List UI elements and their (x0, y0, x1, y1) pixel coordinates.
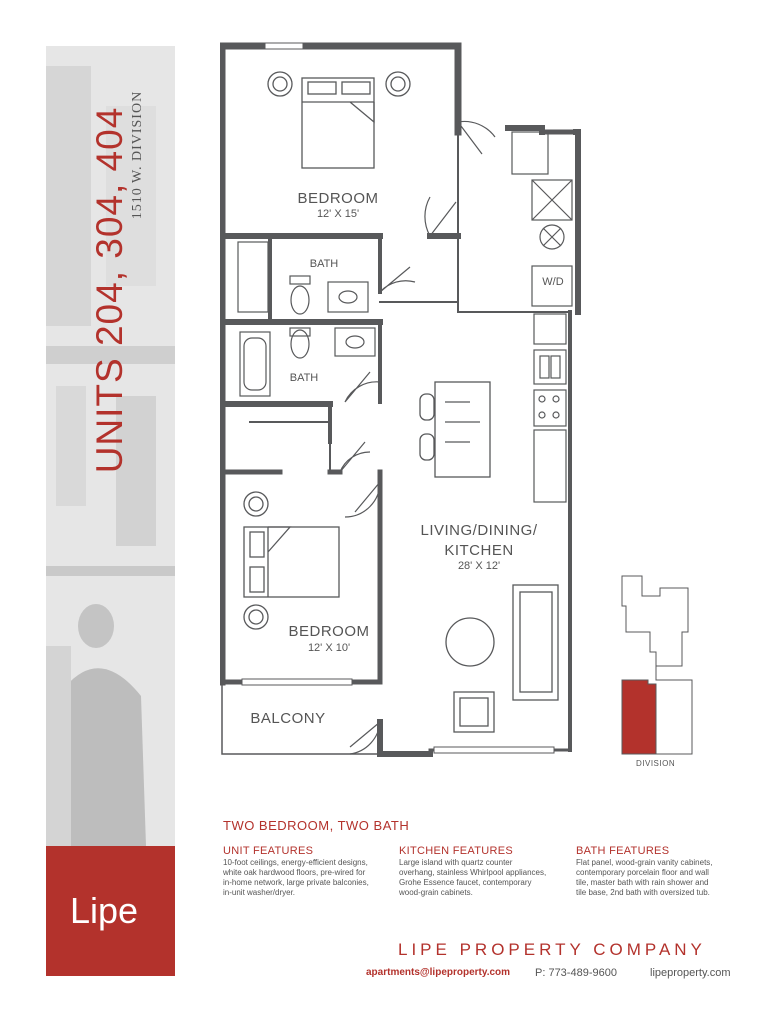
bath-features-line: tile, master bath with rain shower and (576, 878, 709, 887)
kitchen-features-line: overhang, stainless Whirlpool appliances, (399, 868, 547, 877)
email-link[interactable]: apartments@lipeproperty.com (366, 967, 511, 978)
bedroom-top-dims: 12' X 15' (316, 208, 360, 220)
plan-type-heading: TWO BEDROOM, TWO BATH (223, 818, 410, 833)
unit-features-line: in-home network, large private balconies, (223, 878, 369, 887)
unit-features-line: white oak hardwood floors, pre-wired for (223, 868, 366, 877)
units-title-text: UNITS 204, 304, 404 (89, 106, 130, 474)
kitchen-features-line: Large island with quartz counter (399, 858, 513, 867)
washer-dryer-label: W/D (542, 276, 564, 288)
bath-mid-label: BATH (289, 372, 319, 384)
phone-number: P: 773-489-9600 (535, 967, 617, 979)
key-plan-label: DIVISION (636, 759, 676, 768)
kitchen-features-line: wood-grain cabinets. (399, 888, 473, 897)
bedroom-bottom-label: BEDROOM (288, 623, 370, 640)
brand-logo (46, 846, 175, 976)
unit-features-body (223, 858, 369, 898)
floor-plan-drawing (220, 42, 590, 762)
kitchen-features-body (399, 858, 546, 898)
key-plan (616, 572, 696, 757)
floor-plan (220, 42, 590, 762)
living-label-line2: KITCHEN (444, 542, 514, 559)
kitchen-features-heading: KITCHEN FEATURES (399, 845, 513, 857)
company-name: LIPE PROPERTY COMPANY (398, 940, 706, 959)
bath-features-line: tile base, 2nd bath with oversized tub. (576, 888, 710, 897)
kitchen-features-line: Grohe Essence faucet, contemporary (399, 878, 532, 887)
brand-logo-text: Lipe (70, 890, 139, 931)
balcony-label: BALCONY (250, 710, 326, 727)
bedroom-bottom-dims: 12' X 10' (307, 642, 351, 654)
bath-top-label: BATH (309, 258, 339, 270)
bath-features-line: contemporary porcelain floor and wall (576, 868, 709, 877)
bath-features-body (576, 858, 713, 898)
bath-features-line: Flat panel, wood-grain vanity cabinets, (576, 858, 713, 867)
key-plan-graphic (616, 572, 696, 757)
living-dims: 28' X 12' (457, 560, 501, 572)
website-link[interactable]: lipeproperty.com (650, 967, 731, 979)
building-address-text: 1510 W. DIVISION (130, 90, 145, 220)
unit-features-line: in-unit washer/dryer. (223, 888, 296, 897)
unit-features-heading: UNIT FEATURES (223, 845, 314, 857)
unit-features-line: 10-foot ceilings, energy-efficient designs, (223, 858, 368, 867)
bedroom-top-label: BEDROOM (297, 190, 379, 207)
bath-features-heading: BATH FEATURES (576, 845, 670, 857)
living-label-line1: LIVING/DINING/ (420, 522, 538, 539)
